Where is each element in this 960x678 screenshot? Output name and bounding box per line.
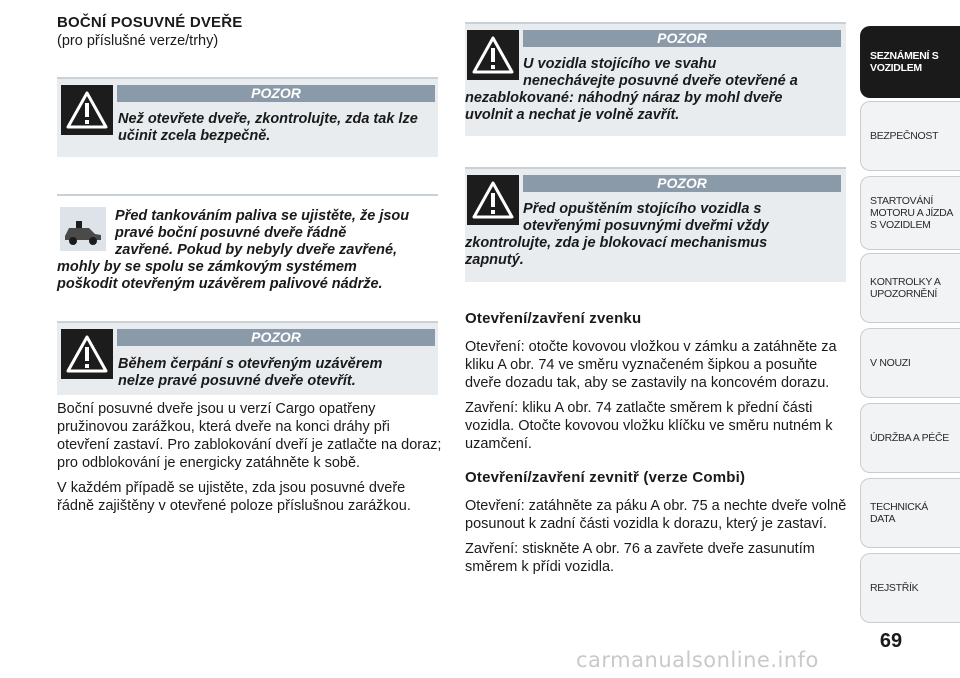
paragraph: Boční posuvné dveře jsou u verzí Cargo opatřeny pružinovou zarážkou, která dveře na konci dráhy při otevření zastaví. Pro zablokování dveří je zatlačte na doraz; pro odblokování je energicky zatáhněte k sobě. [57, 401, 442, 471]
left-body [57, 400, 442, 522]
warning-text: zkontrolujte, zda je blokovací mechanismus [465, 235, 768, 251]
tab-kontrolky[interactable]: KONTROLKY A UPOZORNĚNÍ [860, 253, 960, 323]
tab-seznameni[interactable]: SEZNÁMENÍ S VOZIDLEM [860, 26, 960, 98]
tab-rejstrik[interactable]: REJSTŘÍK [860, 553, 960, 623]
warning-label: POZOR [117, 85, 435, 102]
warning-text: zapnutý. [465, 252, 524, 268]
tab-technicka-data[interactable]: TECHNICKÁ DATA [860, 478, 960, 548]
warning-label: POZOR [523, 175, 841, 192]
watermark: carmanualsonline.info [576, 648, 819, 672]
warning-text: Před opuštěním stojícího vozidla s [523, 201, 762, 217]
section-title: BOČNÍ POSUVNÉ DVEŘE [57, 14, 243, 31]
paragraph: Otevření: zatáhněte za páku A obr. 75 a nechte dveře volně posunout k zadní části vozidla k dorazu, který je zastaví. [465, 498, 847, 532]
paragraph: Zavření: kliku A obr. 74 zatlačte směrem k přední části vozidla. Otočte kovovou vložku klíčku ve směru nutném k uzamčení. [465, 400, 833, 452]
warning-text: nezablokované: náhodný náraz by mohl dveře [465, 90, 783, 106]
fuel-note-line: mohly by se spolu se zámkovým systémem [57, 259, 357, 275]
warning-triangle-icon [467, 30, 519, 80]
tab-v-nouzi[interactable]: V NOUZI [860, 328, 960, 398]
warning-label: POZOR [117, 329, 435, 346]
warning-box-3 [465, 22, 846, 136]
paragraph: Otevření: otočte kovovou vložkou v zámku a zatáhněte za kliku A obr. 74 ve směru vyznačeném šipkou a posuňte dveře dozadu tak, aby se zastavily na koncovém dorazu. [465, 339, 837, 391]
fuel-note-line: Před tankováním paliva se ujistěte, že jsou [115, 208, 410, 224]
warning-box-2 [57, 321, 438, 395]
warning-triangle-icon [467, 175, 519, 225]
warning-text: Během čerpání s otevřeným uzávěrem [118, 356, 383, 372]
paragraph: Zavření: stiskněte A obr. 76 a zavřete dveře zasunutím směrem k přídi vozidla. [465, 541, 815, 575]
subsection-heading: Otevření/zavření zvenku [465, 310, 642, 327]
warning-box-4 [465, 167, 846, 282]
page-number: 69 [879, 630, 903, 652]
fuel-note-line: poškodit otevřeným uzávěrem palivové nádrže. [57, 276, 383, 292]
warning-text: nelze pravé posuvné dveře otevřít. [118, 373, 356, 389]
car-fuel-icon [57, 204, 109, 254]
warning-text: otevřenými posuvnými dveřmi vždy [523, 218, 769, 234]
warning-text: nenechávejte posuvné dveře otevřené a [523, 73, 798, 89]
warning-text: Než otevřete dveře, zkontrolujte, zda tak lze učinit zcela bezpečně. [118, 111, 418, 144]
warning-text: U vozidla stojícího ve svahu [523, 56, 717, 72]
warning-label: POZOR [523, 30, 841, 47]
paragraph: V každém případě se ujistěte, zda jsou posuvné dveře řádně zajištěny v otevřené poloze příslušnou zarážkou. [57, 480, 411, 514]
subsection-heading: Otevření/zavření zevnitř (verze Combi) [465, 469, 746, 486]
warning-triangle-icon [61, 329, 113, 379]
right-body [465, 310, 850, 583]
tab-bezpecnost[interactable]: BEZPEČNOST [860, 101, 960, 171]
tab-startovani[interactable]: STARTOVÁNÍ MOTORU A JÍZDA S VOZIDLEM [860, 176, 960, 250]
fuel-note-box [57, 194, 438, 302]
warning-text: uvolnit a nechat je volně zavřít. [465, 107, 680, 123]
warning-box-1 [57, 77, 438, 157]
fuel-note-line: zavřené. Pokud by nebyly dveře zavřené, [115, 242, 398, 258]
warning-triangle-icon [61, 85, 113, 135]
section-subtitle: (pro příslušné verze/trhy) [57, 33, 219, 49]
fuel-note-line: pravé boční posuvné dveře řádně [115, 225, 347, 241]
tab-udrzba[interactable]: ÚDRŽBA A PÉČE [860, 403, 960, 473]
